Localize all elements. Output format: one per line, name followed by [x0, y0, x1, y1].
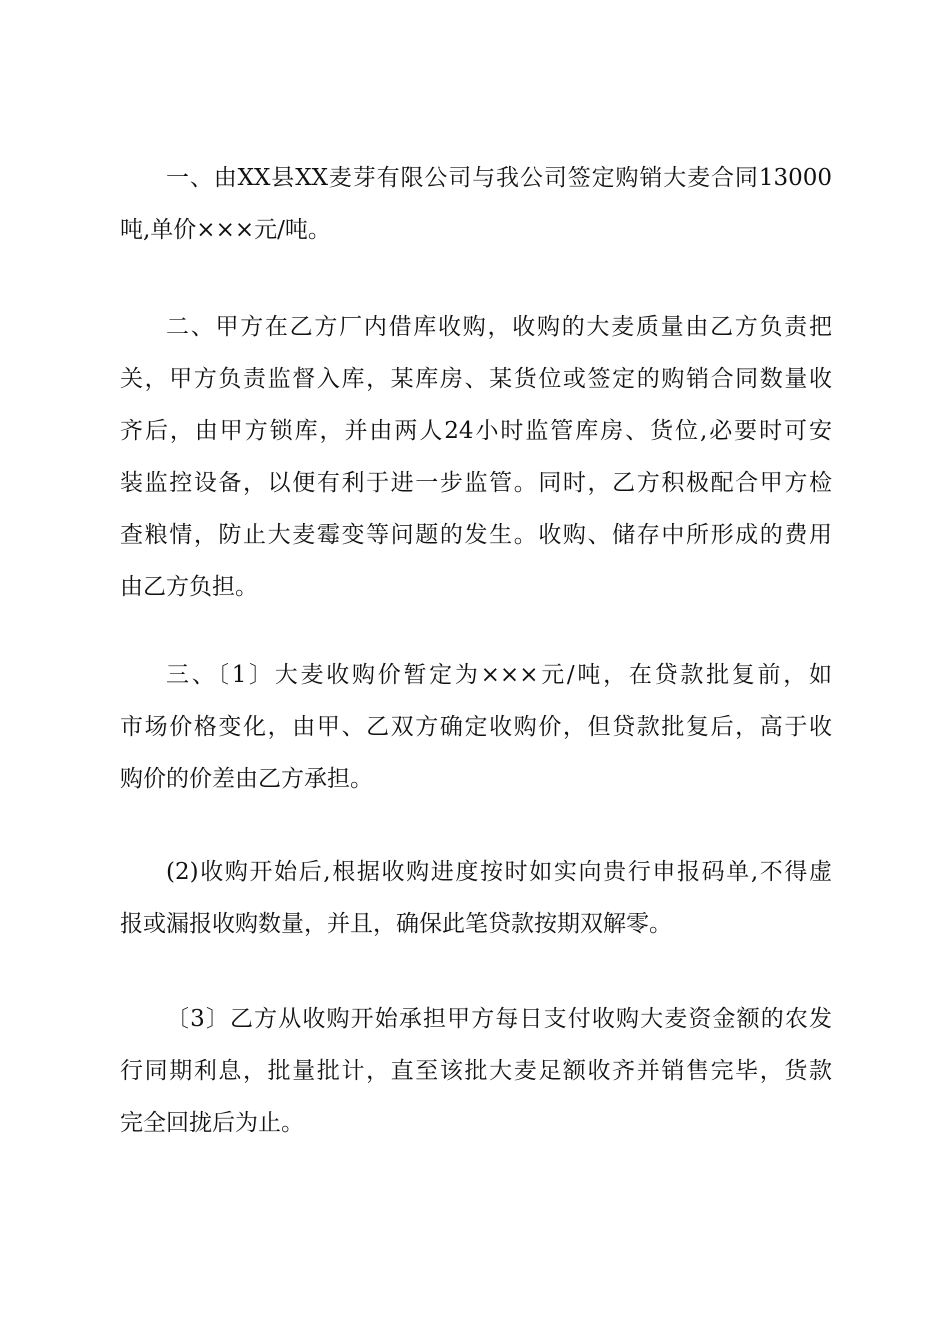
paragraph-5: [120, 993, 832, 1149]
text-line: 行同期利息，批量批计，直至该批大麦足额收齐并销售完毕，货款: [120, 1058, 832, 1084]
text-line: 关，甲方负责监督入库，某库房、某货位或签定的购销合同数量收: [120, 366, 832, 392]
paragraph-2: [120, 301, 832, 613]
text-line: 一、由XX县XX麦芽有限公司与我公司签定购销大麦合同13000: [166, 165, 832, 191]
paragraph-3: [120, 649, 832, 805]
text-line: 由乙方负担。: [120, 574, 258, 600]
text-line: 查粮情，防止大麦霉变等问题的发生。收购、储存中所形成的费用: [120, 522, 832, 548]
paragraph-4: [120, 846, 832, 950]
text-line: 完全回拢后为止。: [120, 1110, 304, 1136]
text-line: 三、〔1〕大麦收购价暂定为×××元/吨，在贷款批复前，如: [166, 662, 832, 688]
text-line: 装监控设备，以便有利于进一步监管。同时，乙方积极配合甲方检: [120, 470, 832, 496]
text-line: 市场价格变化，由甲、乙双方确定收购价，但贷款批复后，高于收: [120, 714, 832, 740]
text-line: 〔3〕乙方从收购开始承担甲方每日支付收购大麦资金额的农发: [166, 1006, 832, 1032]
text-line: 购价的价差由乙方承担。: [120, 766, 373, 792]
paragraph-1: [120, 152, 832, 256]
text-line: 吨,单价×××元/吨。: [120, 217, 331, 243]
text-line: (2)收购开始后,根据收购进度按时如实向贵行申报码单,不得虚: [166, 859, 832, 885]
text-line: 报或漏报收购数量，并且，确保此笔贷款按期双解零。: [120, 911, 672, 937]
text-line: 齐后，由甲方锁库，并由两人24小时监管库房、货位,必要时可安: [120, 418, 832, 444]
text-line: 二、甲方在乙方厂内借库收购，收购的大麦质量由乙方负责把: [166, 314, 832, 340]
